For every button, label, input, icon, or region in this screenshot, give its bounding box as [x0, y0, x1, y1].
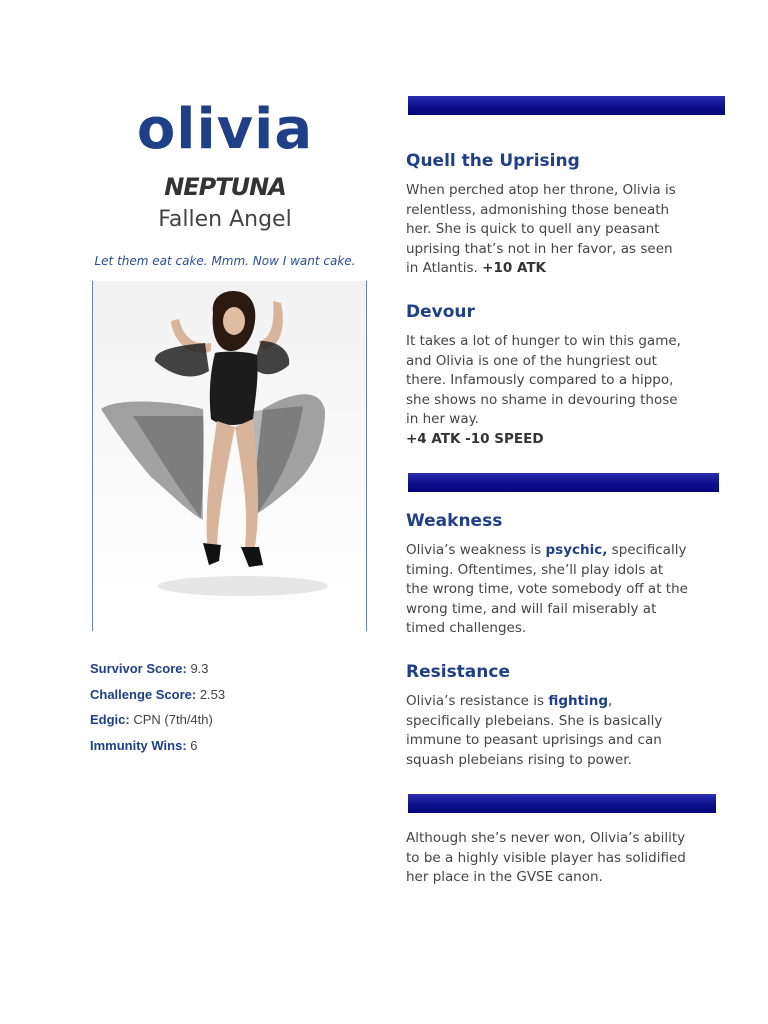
- section-divider-bar: [408, 473, 719, 492]
- stat-edgic: [90, 707, 350, 733]
- section-divider-bar: [408, 96, 725, 115]
- section-heading-resistance: Resistance: [406, 662, 510, 682]
- stat-label: Challenge Score:: [90, 686, 197, 702]
- stat-value: 2.53: [199, 686, 226, 702]
- section-text-weakness: [406, 541, 688, 639]
- stat-value: 9.3: [190, 661, 209, 676]
- devour-bonus: +4 ATK -10 SPEED: [406, 430, 544, 447]
- weakness-text-before: Olivia’s weakness is: [406, 542, 542, 558]
- stat-value: 6: [190, 737, 198, 753]
- portrait-photo: [92, 281, 367, 631]
- quell-description: When perched atop her throne, Olivia is relentless, admonishing those beneath her. She is quick to quell any peasant uprising that’s not in her favor, as seen in Atlantis.: [406, 182, 676, 276]
- section-text-devour: [406, 332, 688, 449]
- resistance-type: fighting: [548, 693, 608, 709]
- section-divider-bar: [408, 794, 716, 813]
- resistance-text-after: , specifically plebeians. She is basically immune to peasant uprisings and can squash plebeians rising to power.: [406, 693, 663, 768]
- stat-label: Edgic:: [90, 712, 130, 727]
- devour-description: It takes a lot of hunger to win this game, and Olivia is one of the hungriest out there. Infamously compared to a hippo, she shows no shame in devouring those in her way.: [406, 333, 681, 427]
- section-text-resistance: [406, 692, 688, 770]
- quell-bonus: +10 ATK: [482, 260, 547, 276]
- character-alias: NEPTUNA: [164, 173, 286, 201]
- character-tagline: Let them eat cake. Mmm. Now I want cake.: [94, 254, 356, 268]
- section-heading-devour: Devour: [406, 302, 475, 322]
- stats-list: [90, 656, 350, 758]
- section-text-quell: [406, 181, 688, 279]
- stat-survivor-score: [90, 656, 350, 682]
- weakness-text-after: specifically timing. Oftentimes, she’ll play idols at the wrong time, vote somebody off at the wrong time, and will fail miserably at timed challenges.: [406, 542, 688, 636]
- section-text-legacy: Although she’s never won, Olivia’s ability to be a highly visible player has solidified her place in the GVSE canon.: [406, 830, 686, 885]
- stat-label: Immunity Wins:: [90, 737, 187, 753]
- stat-immunity-wins: [90, 733, 350, 759]
- stat-value: CPN (7th/4th): [133, 712, 213, 727]
- stat-challenge-score: [90, 682, 350, 708]
- character-name: olivia: [136, 97, 314, 162]
- section-heading-weakness: Weakness: [406, 511, 503, 531]
- character-title: Fallen Angel: [158, 207, 292, 232]
- stat-label: Survivor Score:: [90, 661, 187, 676]
- weakness-type: psychic,: [545, 542, 608, 558]
- portrait-illustration: [93, 281, 366, 631]
- resistance-text-before: Olivia’s resistance is: [406, 693, 545, 709]
- section-heading-quell: Quell the Uprising: [406, 151, 580, 171]
